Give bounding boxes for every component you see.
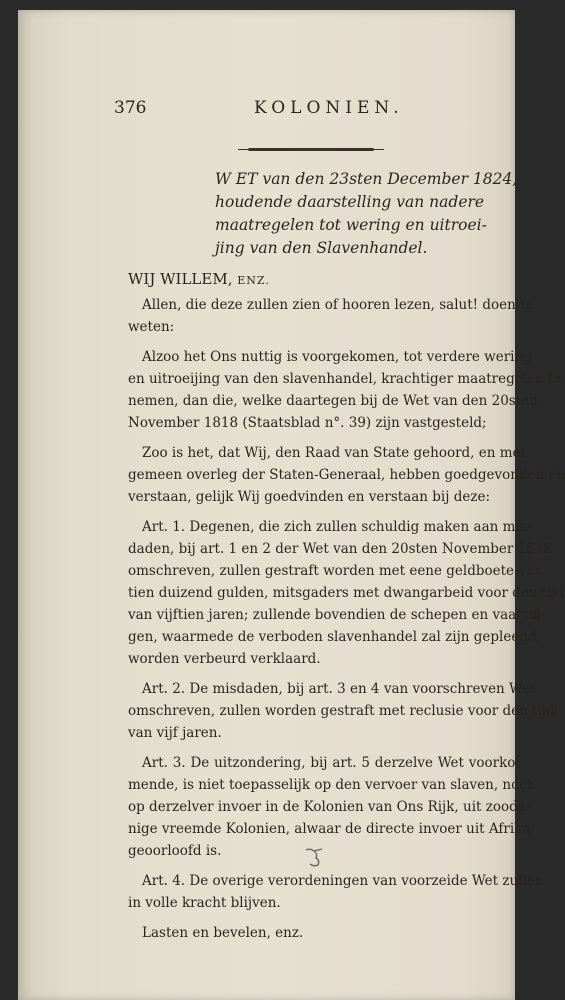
text-line: tien duizend gulden, mitsgaders met dwangarbeid voor den tijd (128, 585, 565, 601)
title-line: W ET van den 23sten December 1824, (215, 170, 518, 188)
book-page (18, 10, 565, 1000)
text-line: Art. 3. De uitzondering, bij art. 5 derzelve Wet voorko- (142, 755, 520, 771)
text-line: verstaan, gelijk Wij goedvinden en verstaan bij deze: (128, 489, 491, 505)
law-title (215, 168, 519, 260)
text-line: Art. 2. De misdaden, bij art. 3 en 4 van voorschreven Wet (142, 681, 536, 697)
text-line: van vijftien jaren; zullende bovendien de schepen en vaartui- (128, 607, 546, 623)
text-line: November 1818 (Staatsblad n°. 39) zijn vastgesteld; (128, 415, 487, 431)
text-line: Zoo is het, dat Wij, den Raad van State gehoord, en met (142, 445, 526, 461)
paragraph (128, 442, 565, 508)
law-body (128, 268, 565, 944)
page-number: 376 (114, 98, 147, 118)
text-line: Art. 4. De overige verordeningen van voorzeide Wet zullen (142, 873, 544, 889)
paragraph (128, 516, 565, 670)
text-line: en uitroeijing van den slavenhandel, krachtiger maatregelen te (128, 371, 562, 387)
text-line: gemeen overleg der Staten-Generaal, hebben goedgevonden en (128, 467, 565, 483)
heading-small: ENZ. (237, 274, 270, 287)
heading-main: WIJ WILLEM, (128, 270, 233, 288)
text-line: omschreven, zullen gestraft worden met eene geldboete van (128, 563, 543, 579)
enactment-heading (128, 268, 520, 292)
text-line: worden verbeurd verklaard. (128, 651, 321, 667)
paragraphs (128, 294, 565, 914)
text-line: daden, bij art. 1 en 2 der Wet van den 20sten November 1818 (128, 541, 553, 557)
text-line: gen, waarmede de verboden slavenhandel zal zijn gepleegd, (128, 629, 541, 645)
ornamental-rule (248, 148, 374, 151)
title-line: jing van den Slavenhandel. (215, 239, 428, 257)
paragraph (128, 294, 534, 338)
pencil-mark (304, 846, 330, 868)
text-line: nemen, dan die, welke daartegen bij de Wet van den 20sten (128, 393, 538, 409)
running-head: KOLONIEN. (254, 98, 404, 118)
paragraph (128, 870, 544, 914)
title-line: maatregelen tot wering en uitroei- (215, 216, 487, 234)
title-line: houdende daarstelling van nadere (215, 193, 485, 211)
closing-formula: Lasten en bevelen, enz. (142, 925, 304, 941)
text-line: nige vreemde Kolonien, alwaar de directe invoer uit Afrika (128, 821, 531, 837)
text-line: omschreven, zullen worden gestraft met reclusie voor den tijd (128, 703, 555, 719)
text-line: Alzoo het Ons nuttig is voorgekomen, tot verdere wering (142, 349, 532, 365)
text-line: geoorloofd is. (128, 843, 222, 859)
text-line: weten: (128, 319, 175, 335)
paragraph (128, 346, 562, 434)
text-line: Allen, die deze zullen zien of hooren lezen, salut! doen te (142, 297, 534, 313)
text-line: mende, is niet toepasselijk op den vervoer van slaven, noch (128, 777, 536, 793)
text-line: in volle kracht blijven. (128, 895, 281, 911)
text-line: Art. 1. Degenen, die zich zullen schuldig maken aan mis- (142, 519, 532, 535)
text-line: op derzelver invoer in de Kolonien van Ons Rijk, uit zooda- (128, 799, 531, 815)
page-header (114, 98, 514, 124)
paragraph (128, 678, 555, 744)
text-line: van vijf jaren. (128, 725, 222, 741)
